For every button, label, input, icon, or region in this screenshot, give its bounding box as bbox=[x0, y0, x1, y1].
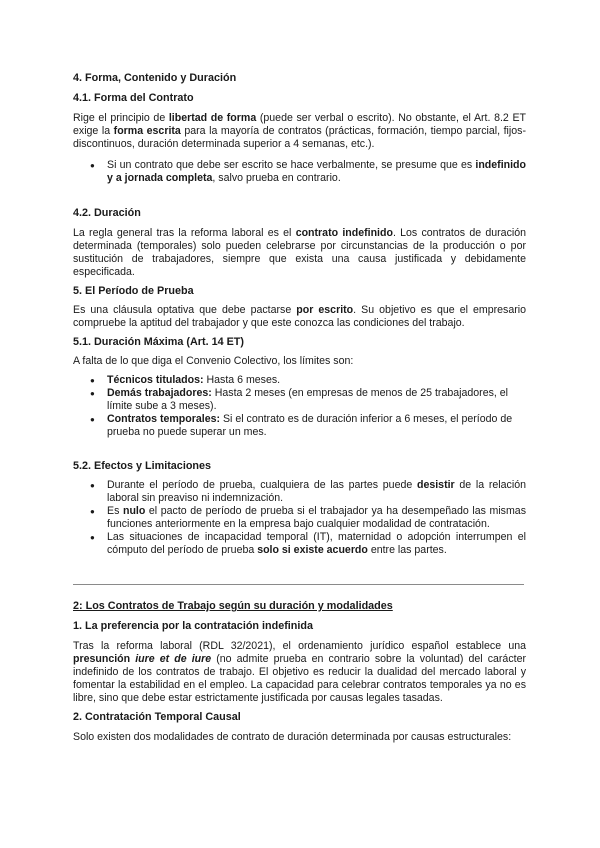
section-5-2-list bbox=[73, 479, 526, 557]
chapter-2-heading: 2: Los Contratos de Trabajo según su duración y modalidades bbox=[73, 600, 393, 612]
bold-text: desistir bbox=[416, 479, 455, 491]
section-4-1-paragraph bbox=[73, 112, 526, 151]
text: , salvo prueba en contrario. bbox=[212, 172, 341, 184]
text: . Su objetivo es que el empresario compruebe la aptitud del trabajador y que este conozca las condiciones del trabajo. bbox=[73, 304, 526, 329]
list-item bbox=[73, 374, 526, 387]
list-item bbox=[73, 479, 526, 505]
text: Si el contrato es de duración inferior a 6 meses, el período de prueba no puede superar un mes. bbox=[107, 413, 513, 438]
section-5-1-heading: 5.1. Duración Máxima (Art. 14 ET) bbox=[73, 336, 244, 348]
text: Las situaciones de incapacidad temporal (IT), maternidad o adopción interrumpen el cómputo del período de prueba bbox=[107, 531, 526, 556]
text: La regla general tras la reforma laboral es el bbox=[73, 227, 296, 239]
section-2-1-heading: 1. La preferencia por la contratación indefinida bbox=[73, 620, 313, 632]
text: Es bbox=[107, 505, 123, 517]
text: entre las partes. bbox=[367, 544, 447, 556]
section-4-heading: 4. Forma, Contenido y Duración bbox=[73, 72, 237, 84]
bold-text: contrato indefinido bbox=[295, 227, 393, 239]
list-item bbox=[73, 413, 526, 439]
bold-text: forma escrita bbox=[113, 125, 181, 137]
section-5-heading: 5. El Período de Prueba bbox=[73, 285, 194, 297]
section-5-2-heading: 5.2. Efectos y Limitaciones bbox=[73, 460, 212, 472]
section-4-1-list bbox=[73, 159, 526, 185]
text: Durante el período de prueba, cualquiera de las partes puede bbox=[107, 479, 417, 491]
text: Tras la reforma laboral (RDL 32/2021), el ordenamiento jurídico español establece una bbox=[73, 640, 526, 652]
text: Hasta 6 meses. bbox=[203, 374, 281, 386]
text: el pacto de período de prueba si el trabajador ya ha desempeñado las mismas funciones anteriormente en la empresa bajo cualquier modalidad de contratación. bbox=[107, 505, 526, 530]
bold-italic-text: iure et de iure bbox=[135, 653, 212, 665]
text: Es una cláusula optativa que debe pactarse bbox=[73, 304, 297, 316]
section-2-1-paragraph bbox=[73, 640, 526, 705]
section-4-1-heading: 4.1. Forma del Contrato bbox=[73, 92, 194, 104]
text: . Los contratos de duración determinada (temporales) solo pueden celebrarse por circunstancias de la producción o por sustitución de trabajadores, siempre que exista una causa justificada y debidamente especificada. bbox=[73, 227, 527, 278]
text: para la mayoría de contratos (prácticas, formación, tiempo parcial, fijos-discontinuos, duración determinada superior a 4 semanas, etc.). bbox=[73, 125, 526, 150]
bold-text: presunción bbox=[73, 653, 136, 665]
list-item bbox=[73, 159, 526, 185]
list-item bbox=[73, 387, 526, 413]
section-4-2-heading: 4.2. Duración bbox=[73, 207, 141, 219]
bold-text: nulo bbox=[122, 505, 146, 517]
list-item bbox=[73, 505, 526, 531]
bold-text: Contratos temporales: bbox=[107, 413, 221, 425]
section-5-1-list bbox=[73, 374, 526, 439]
bold-text: indefinido y a jornada completa bbox=[107, 159, 526, 184]
document-body bbox=[73, 72, 526, 557]
text: (no admite prueba en contrario sobre la voluntad) del carácter indefinido de los contratos de trabajo. El objetivo es reducir la dualidad del mercado laboral y fomentar la estabilidad en el empleo. La capacidad para celebrar contratos temporales ya no es libre, sino que debe estar estrictamente justificada por causas legales tasadas. bbox=[73, 653, 526, 704]
text: (puede ser verbal o escrito). No obstante, el Art. 8.2 ET exige la bbox=[73, 112, 526, 137]
bold-text: por escrito bbox=[296, 304, 354, 316]
bold-text: Demás trabajadores: bbox=[107, 387, 212, 399]
text: de la relación laboral sin preaviso ni indemnización. bbox=[107, 479, 526, 504]
bold-text: solo si existe acuerdo bbox=[257, 544, 368, 556]
text: Rige el principio de bbox=[73, 112, 169, 124]
text: Si un contrato que debe ser escrito se hace verbalmente, se presume que es bbox=[107, 159, 476, 171]
section-2-2-paragraph: Solo existen dos modalidades de contrato de duración determinada por causas estructurales: bbox=[73, 731, 512, 743]
section-4-2-paragraph bbox=[73, 227, 526, 279]
document-body-part-2 bbox=[73, 600, 526, 744]
section-2-2-heading: 2. Contratación Temporal Causal bbox=[73, 711, 241, 723]
bold-text: libertad de forma bbox=[168, 112, 257, 124]
bold-text: Técnicos titulados: bbox=[107, 374, 204, 386]
section-5-paragraph bbox=[73, 304, 526, 330]
section-divider bbox=[73, 584, 524, 585]
text: Hasta 2 meses (en empresas de menos de 25 trabajadores, el límite sube a 3 meses). bbox=[107, 387, 509, 412]
section-5-1-intro: A falta de lo que diga el Convenio Colectivo, los límites son: bbox=[73, 355, 354, 367]
list-item bbox=[73, 531, 526, 557]
